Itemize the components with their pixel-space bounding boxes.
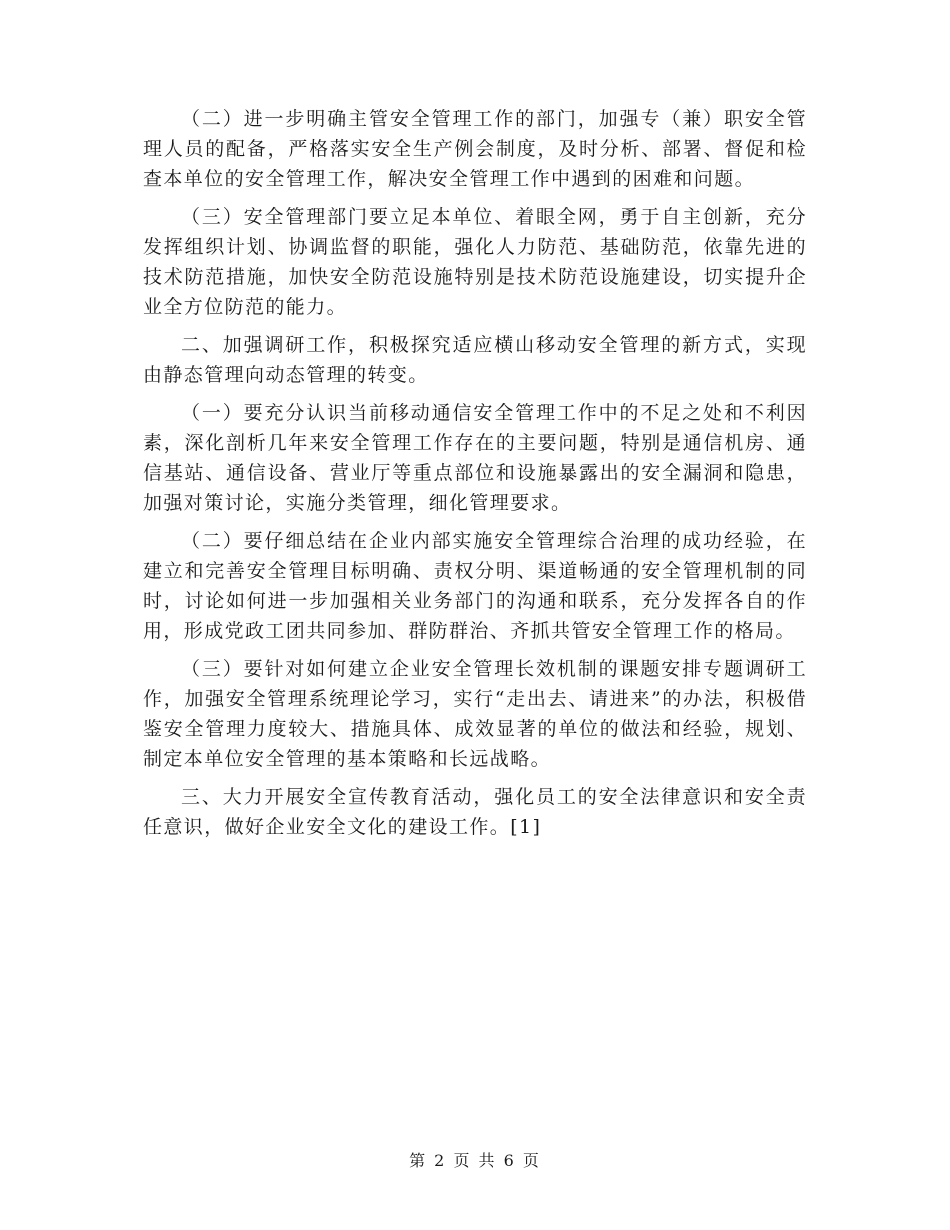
paragraph-4: （一）要充分认识当前移动通信安全管理工作中的不足之处和不利因素，深化剖析几年来安全管理工作存在的主要问题，特别是通信机房、通信基站、通信设备、营业厅等重点部位和设施暴露出的安全漏洞和隐患，加强对策讨论，实施分类管理，细化管理要求。 bbox=[143, 402, 807, 514]
paragraph-5: （二）要仔细总结在企业内部实施安全管理综合治理的成功经验，在建立和完善安全管理目标明确、责权分明、渠道畅通的安全管理机制的同时，讨论如何进一步加强相关业务部门的沟通和联系，充分发挥各自的作用，形成党政工团共同参加、群防群治、齐抓共管安全管理工作的格局。 bbox=[143, 530, 807, 642]
document-body bbox=[143, 104, 807, 850]
paragraph-2: （三）安全管理部门要立足本单位、着眼全网，勇于自主创新，充分发挥组织计划、协调监督的职能，强化人力防范、基础防范，依靠先进的技术防范措施，加快安全防范设施特别是技术防范设施建设，切实提升企业全方位防范的能力。 bbox=[143, 206, 807, 318]
page-number-footer: 第 2 页 共 6 页 bbox=[409, 1151, 541, 1170]
paragraph-3: 二、加强调研工作，积极探究适应横山移动安全管理的新方式，实现由静态管理向动态管理的转变。 bbox=[143, 334, 807, 386]
paragraph-6: （三）要针对如何建立企业安全管理长效机制的课题安排专题调研工作，加强安全管理系统理论学习，实行“走出去、请进来”的办法，积极借鉴安全管理力度较大、措施具体、成效显著的单位的做法和经验，规划、制定本单位安全管理的基本策略和长远战略。 bbox=[143, 658, 807, 770]
paragraph-1: （二）进一步明确主管安全管理工作的部门，加强专（兼）职安全管理人员的配备，严格落实安全生产例会制度，及时分析、部署、督促和检查本单位的安全管理工作，解决安全管理工作中遇到的困难和问题。 bbox=[143, 108, 807, 190]
paragraph-7: 三、大力开展安全宣传教育活动，强化员工的安全法律意识和安全责任意识，做好企业安全文化的建设工作。[1] bbox=[143, 786, 807, 838]
